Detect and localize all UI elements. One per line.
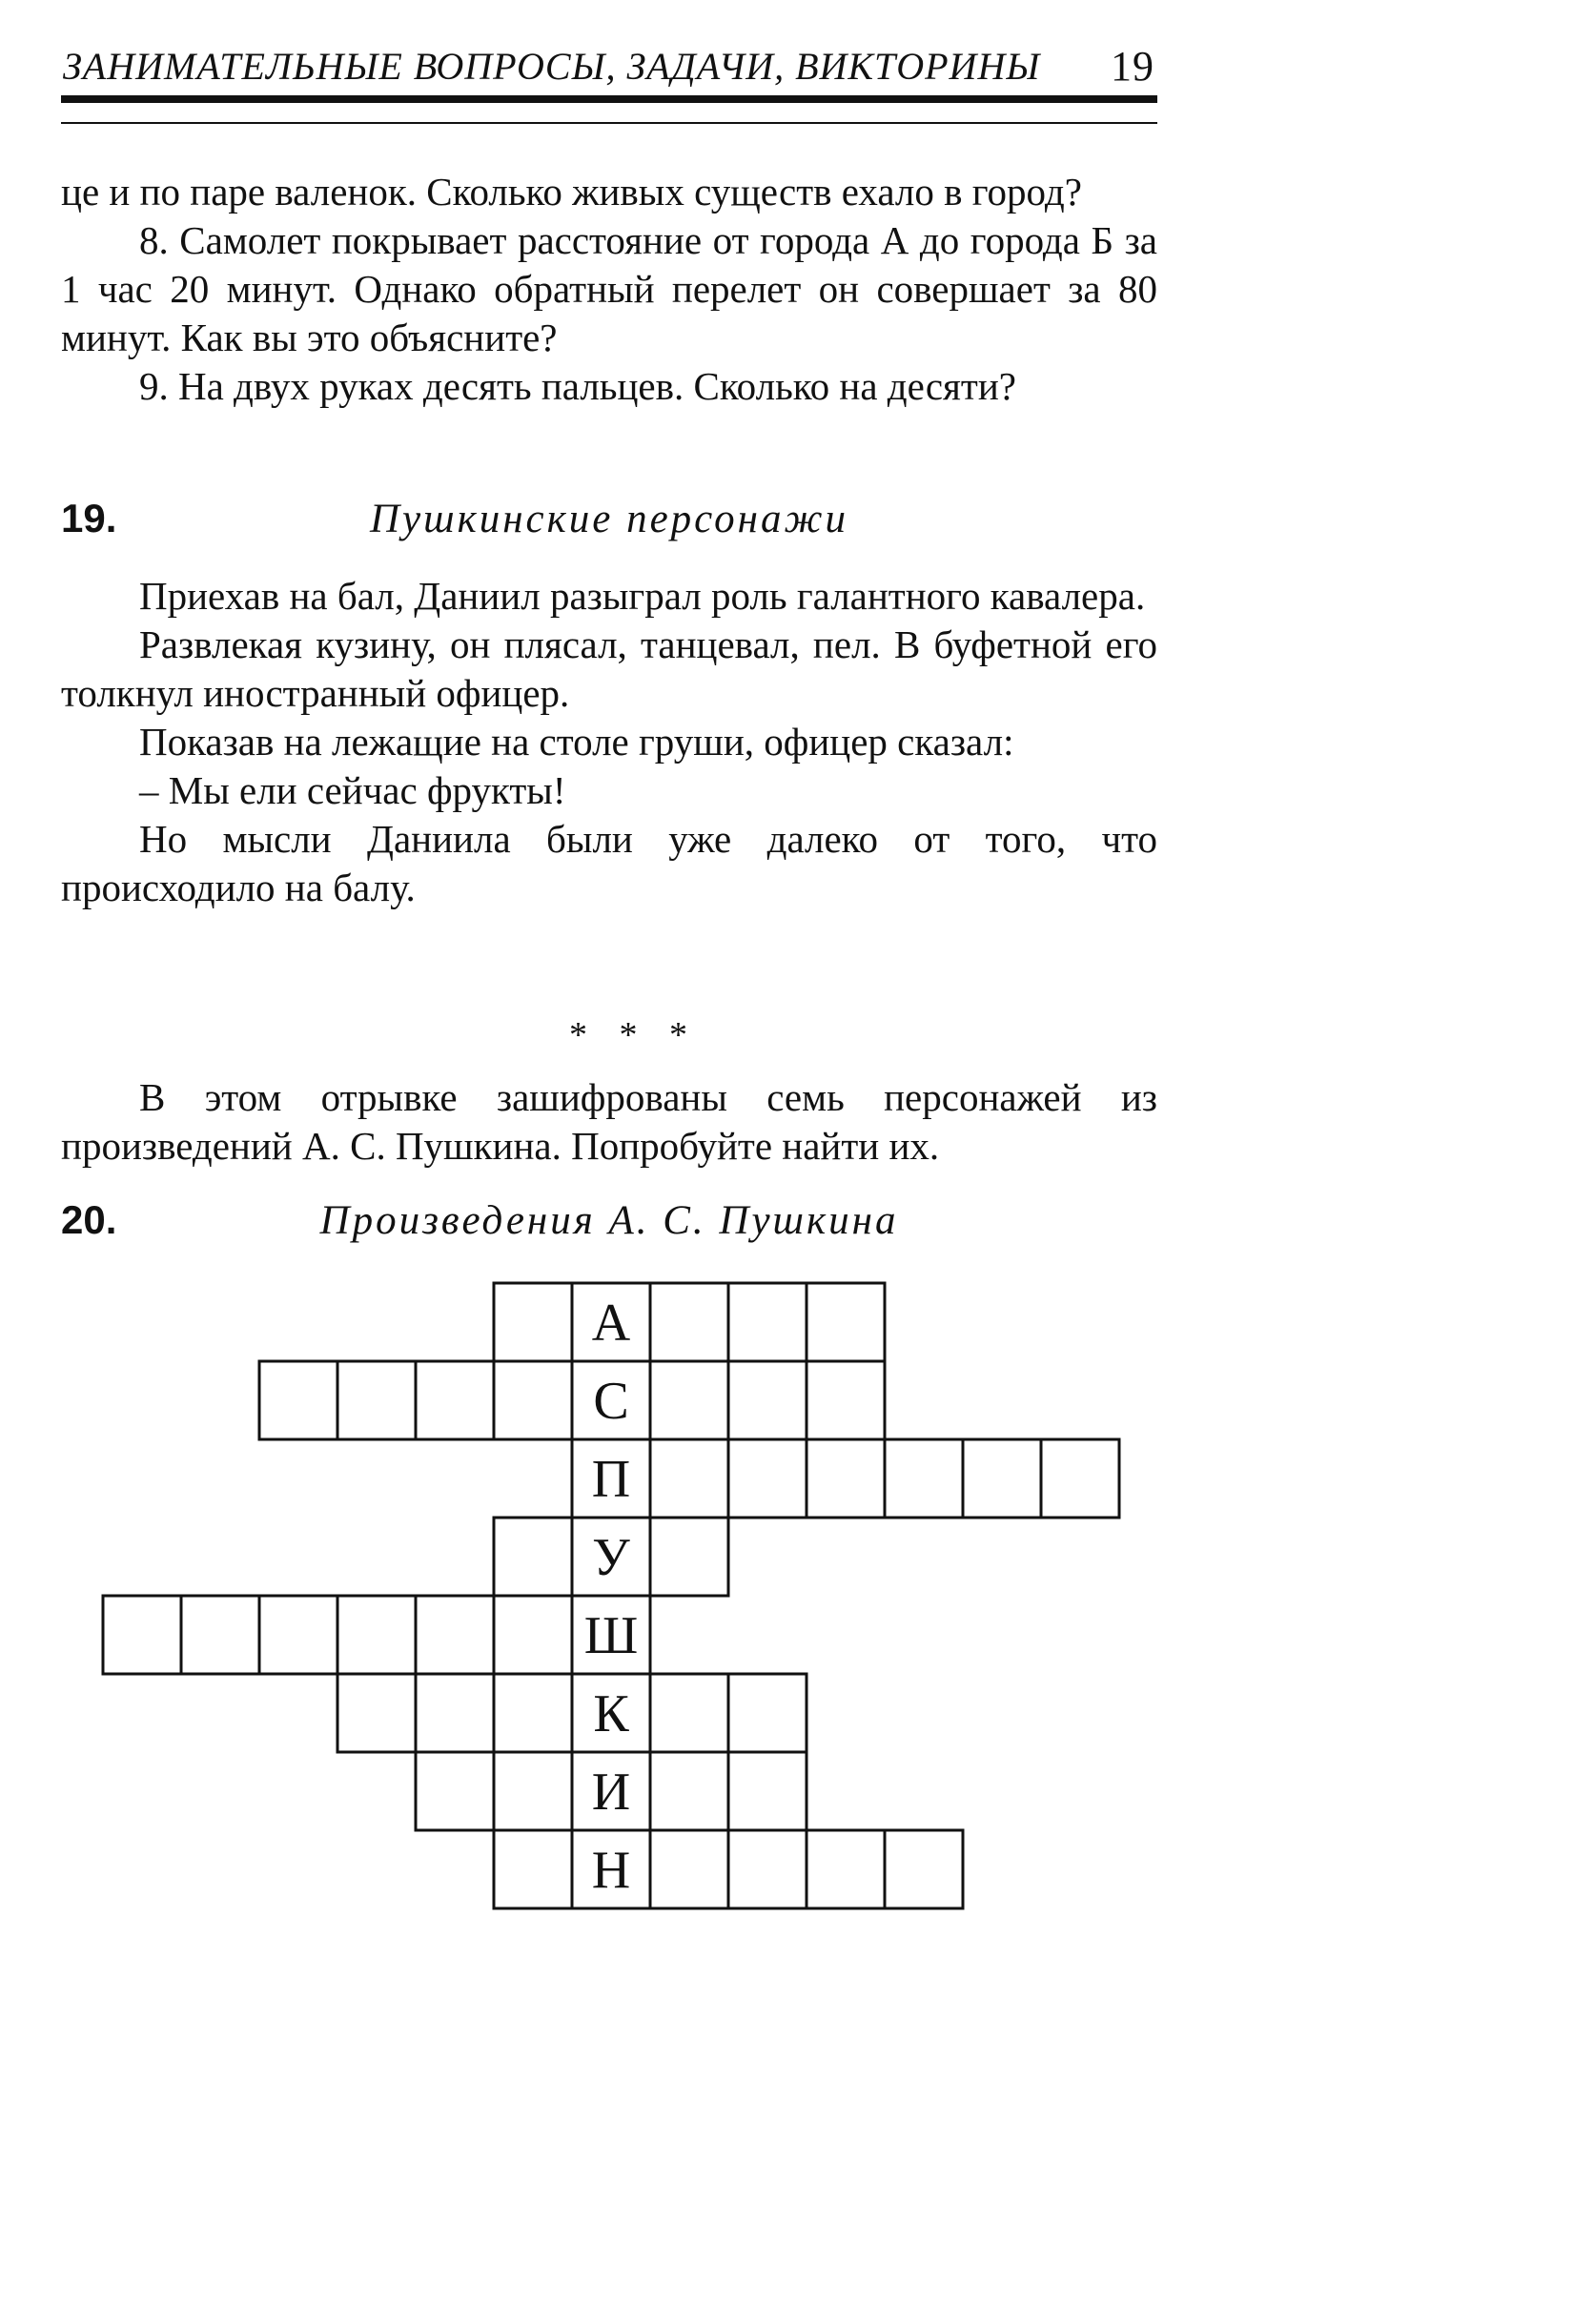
crossword-cell xyxy=(650,1830,728,1908)
problem-number: 20. xyxy=(61,1197,117,1242)
crossword-cell xyxy=(650,1518,728,1596)
crossword-cell xyxy=(728,1674,807,1752)
crossword-cell xyxy=(494,1283,572,1361)
crossword-cell xyxy=(337,1596,416,1674)
running-head-title: ЗАНИМАТЕЛЬНЫЕ ВОПРОСЫ, ЗАДАЧИ, ВИКТОРИНЫ xyxy=(63,45,1041,88)
crossword-key-letter: К xyxy=(593,1684,629,1743)
crossword-cell xyxy=(494,1361,572,1439)
paragraph: Приехав на бал, Даниил разыграл роль галантного кавалера. xyxy=(139,574,1146,618)
crossword-cell xyxy=(416,1674,494,1752)
crossword-cell xyxy=(337,1361,416,1439)
problem-number: 19. xyxy=(61,496,117,540)
problem-title: Пушкинские персонажи xyxy=(369,497,848,541)
crossword-cell xyxy=(494,1596,572,1674)
crossword-cell xyxy=(416,1752,494,1830)
paragraph: Показав на лежащие на столе груши, офицер сказал: xyxy=(139,720,1014,764)
crossword-cell xyxy=(807,1439,885,1518)
crossword-cell xyxy=(728,1830,807,1908)
crossword-key-letter: Н xyxy=(591,1841,631,1900)
question-8: 8. Самолет покрывает расстояние от города А до города Б за 1 час 20 минут. Однако обратный перелет он совершает за 80 минут. Как вы это объясните? xyxy=(61,218,1157,359)
task-text: В этом отрывке зашифрованы семь персонажей из произведений А. С. Пушкина. Попробуйте найти их. xyxy=(61,1075,1157,1168)
dialogue-line: – Мы ели сейчас фрукты! xyxy=(139,768,566,812)
question-9: 9. На двух руках десять пальцев. Сколько на десяти? xyxy=(139,364,1016,408)
paragraph: це и по паре валенок. Сколько живых существ ехало в город? xyxy=(61,170,1082,214)
crossword-cell xyxy=(885,1439,963,1518)
crossword-cell xyxy=(650,1674,728,1752)
crossword-cell xyxy=(103,1596,181,1674)
crossword-cell xyxy=(259,1361,337,1439)
crossword-cell xyxy=(650,1361,728,1439)
crossword-cell xyxy=(728,1752,807,1830)
problem-title: Произведения А. С. Пушкина xyxy=(319,1198,899,1243)
section-separator: * * * xyxy=(569,1015,699,1055)
crossword-cell xyxy=(337,1674,416,1752)
crossword-key-letter: У xyxy=(592,1528,630,1587)
crossword-cell xyxy=(807,1361,885,1439)
crossword-cell xyxy=(650,1752,728,1830)
crossword-cell xyxy=(885,1830,963,1908)
crossword-cell xyxy=(494,1752,572,1830)
paragraph: Развлекая кузину, он плясал, танцевал, пел. В буфетной его толкнул иностранный офицер. xyxy=(61,622,1157,715)
crossword-cell xyxy=(1041,1439,1119,1518)
crossword-key-letter: Ш xyxy=(583,1606,639,1665)
crossword-cell xyxy=(807,1830,885,1908)
crossword-cell xyxy=(494,1518,572,1596)
crossword-cell xyxy=(728,1361,807,1439)
crossword-cell xyxy=(181,1596,259,1674)
crossword-cell xyxy=(650,1283,728,1361)
crossword-cell xyxy=(650,1439,728,1518)
crossword-key-letter: С xyxy=(593,1372,629,1431)
crossword-cell xyxy=(963,1439,1041,1518)
crossword-cell xyxy=(259,1596,337,1674)
crossword-cell xyxy=(416,1361,494,1439)
crossword-cell xyxy=(494,1674,572,1752)
page-number: 19 xyxy=(1111,43,1154,90)
crossword-cell xyxy=(728,1439,807,1518)
crossword-key-letter: А xyxy=(591,1294,631,1353)
crossword-cell xyxy=(494,1830,572,1908)
crossword-cell xyxy=(807,1283,885,1361)
crossword-cell xyxy=(728,1283,807,1361)
crossword-cell xyxy=(416,1596,494,1674)
crossword-key-letter: П xyxy=(591,1450,631,1509)
crossword-key-letter: И xyxy=(591,1763,631,1822)
paragraph: Но мысли Даниила были уже далеко от того, что происходило на балу. xyxy=(61,817,1157,909)
